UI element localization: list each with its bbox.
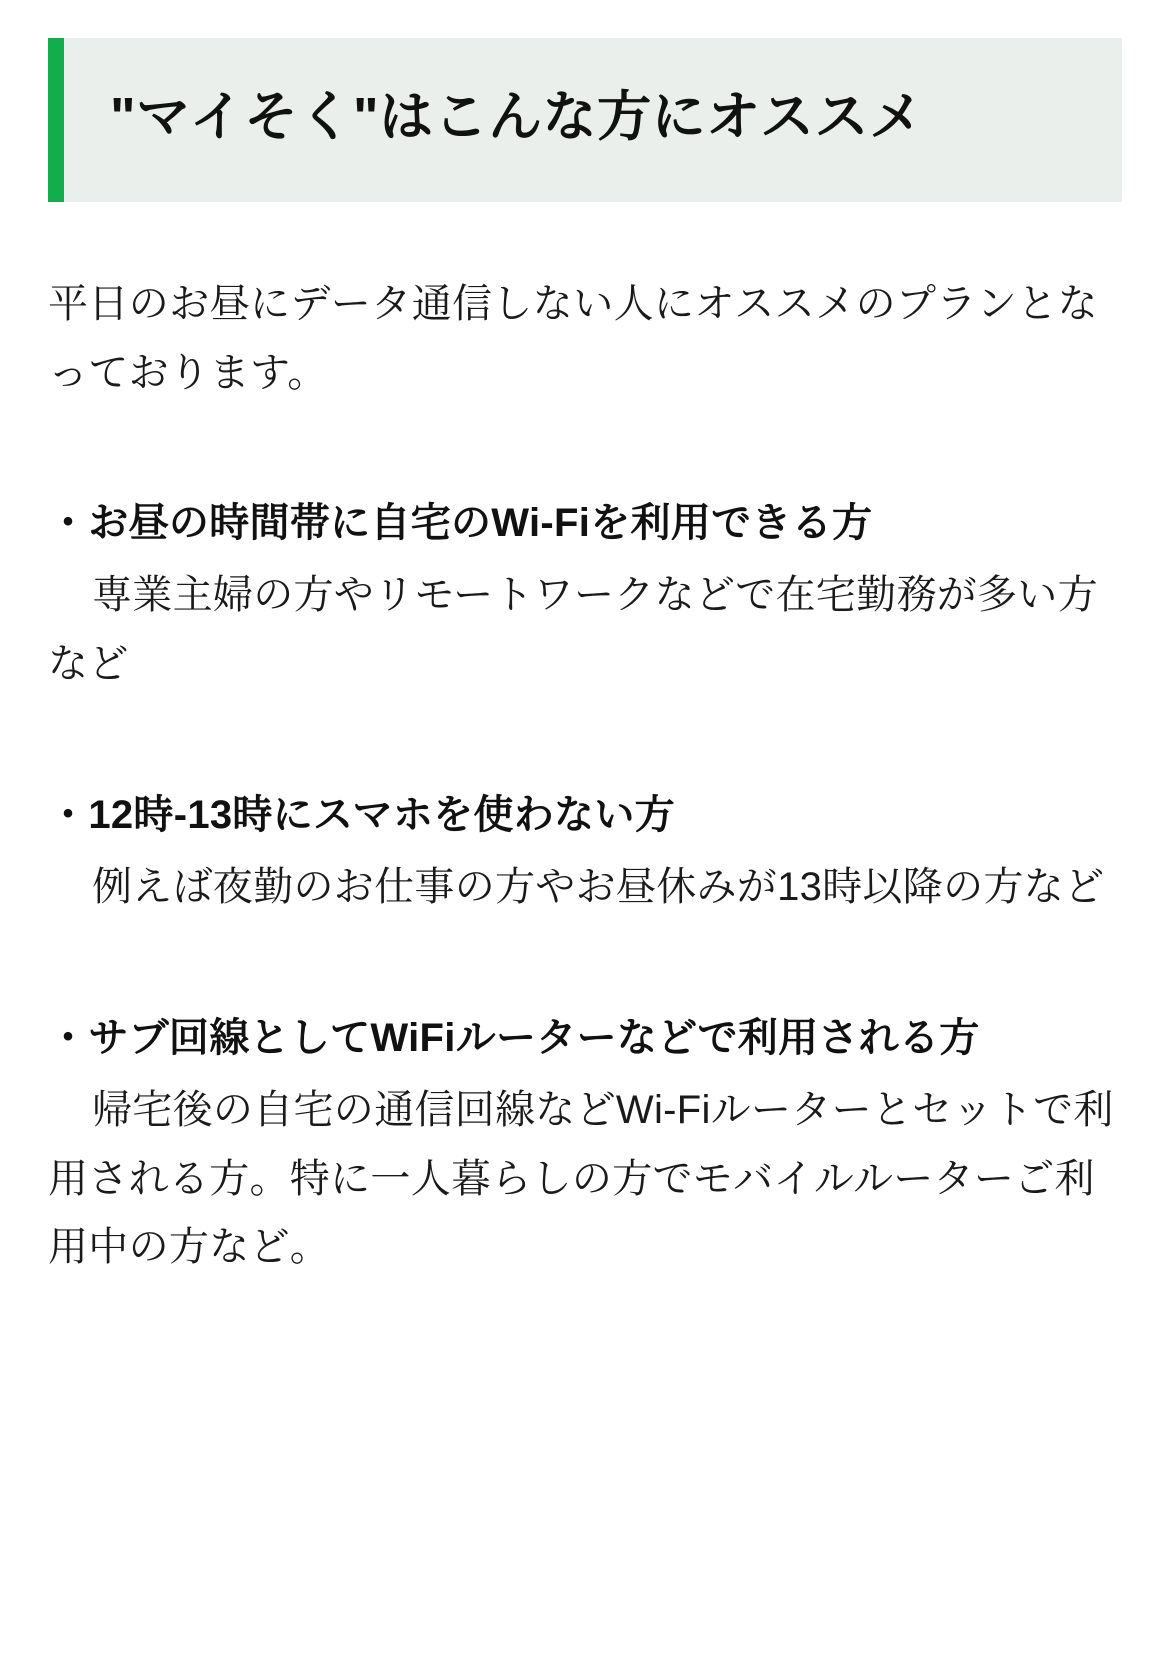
list-item [48, 785, 1122, 922]
heading-accent-bar [48, 38, 64, 202]
recommendation-title [48, 493, 1122, 553]
recommendation-description: 専業主婦の方やリモートワークなどで在宅勤務が多い方など [48, 573, 1098, 687]
section-heading [48, 38, 1122, 202]
recommendation-title [48, 1008, 1122, 1068]
recommendation-title-text: サブ回線としてWiFiルーターなどで利用される方 [88, 1015, 980, 1060]
bullet-marker: ・ [48, 793, 89, 838]
page-title: "マイそく"はこんな方にオススメ [110, 87, 924, 148]
recommendation-title-text: お昼の時間帯に自宅のWi-Fiを利用できる方 [88, 501, 873, 546]
recommendation-title-text: 12時-13時にスマホを使わない方 [88, 793, 675, 838]
recommendation-title [48, 785, 1122, 845]
bullet-marker: ・ [48, 501, 89, 546]
recommendation-description: 帰宅後の自宅の通信回線などWi-Fiルーターとセットで利用される方。特に一人暮らしの方でモバイルルーターご利用中の方など。 [48, 1087, 1114, 1270]
recommendation-list [48, 493, 1122, 1282]
intro-paragraph: 平日のお昼にデータ通信しない人にオススメのプランとなっております。 [48, 281, 1098, 395]
list-item [48, 1008, 1122, 1282]
list-item [48, 493, 1122, 699]
bullet-marker: ・ [48, 1015, 89, 1060]
recommendation-description: 例えば夜勤のお仕事の方やお昼休みが13時以降の方など [92, 865, 1105, 910]
